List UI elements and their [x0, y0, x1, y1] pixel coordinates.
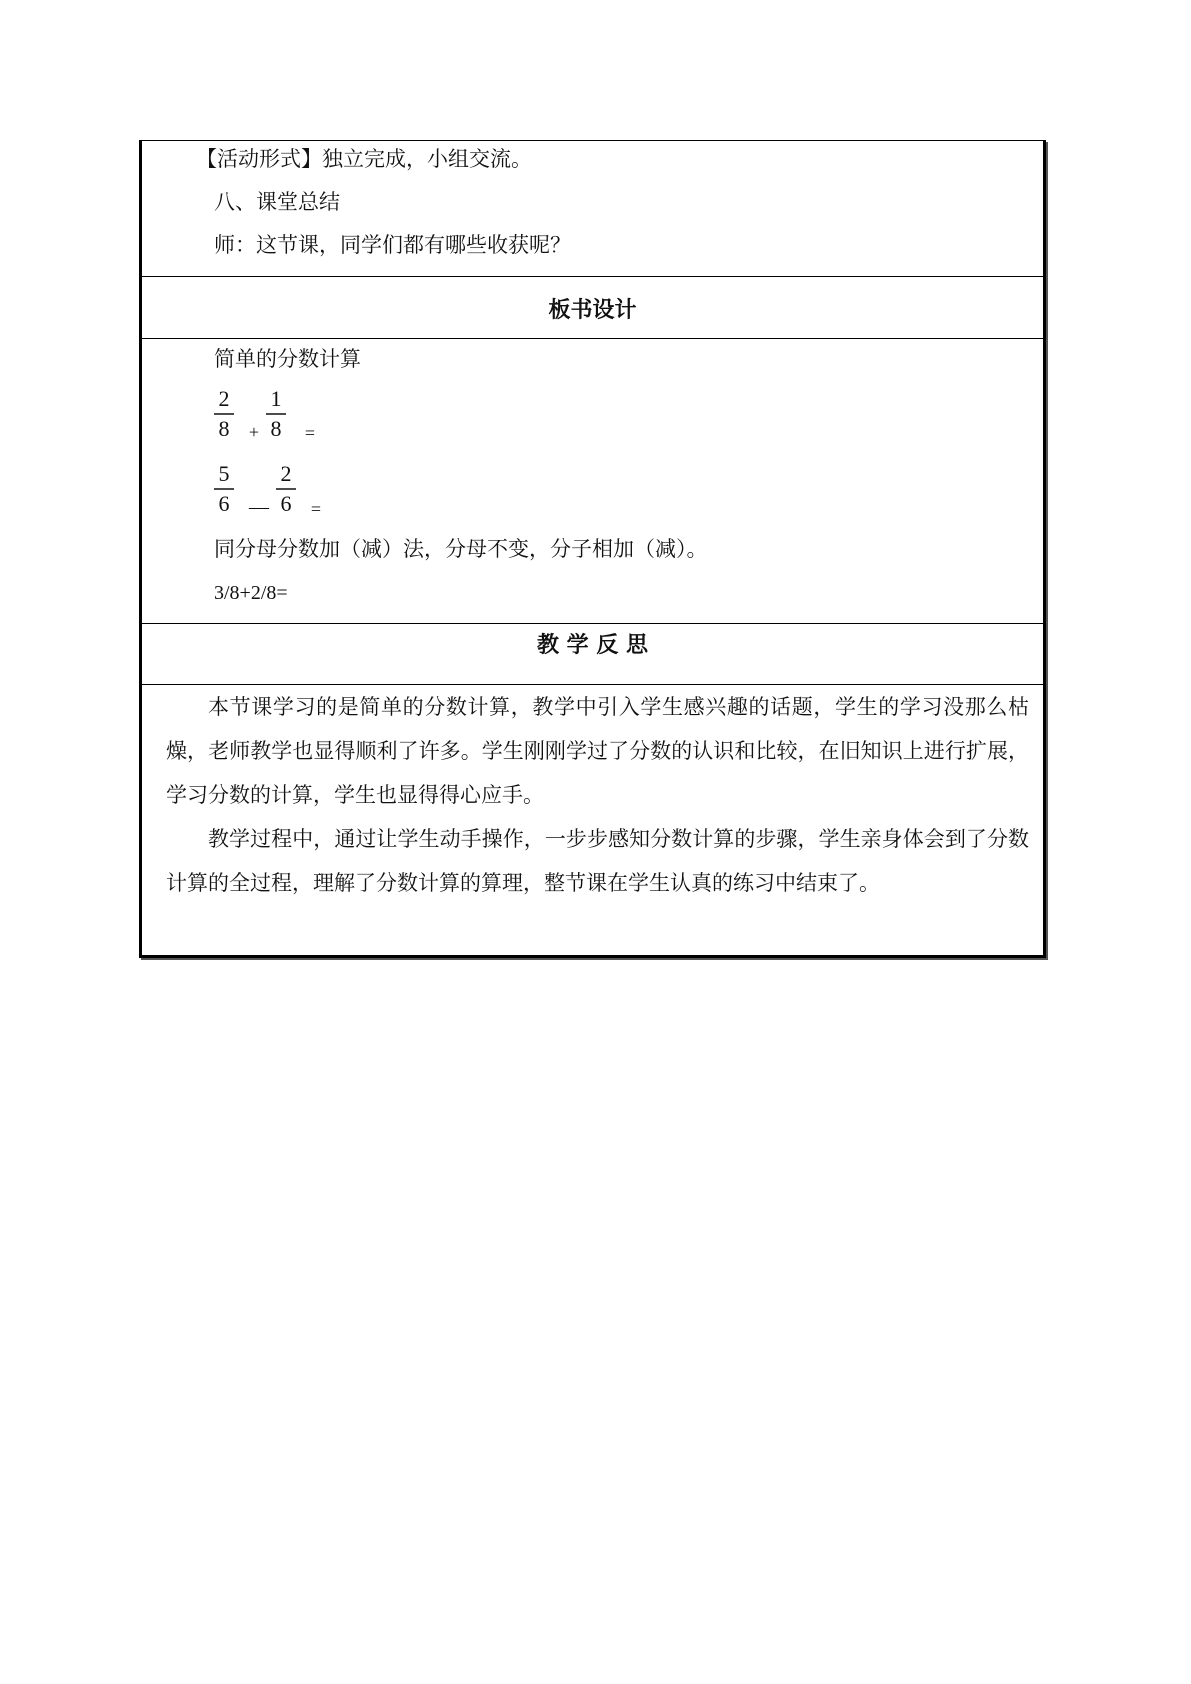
activity-format-line: 【活动形式】独立完成，小组交流。: [196, 147, 532, 171]
board-design-content-row: [142, 339, 1043, 624]
board-design-heading: 板书设计: [548, 298, 637, 323]
fraction4-numerator: 2: [280, 461, 292, 486]
fraction-subtraction-expression: [210, 460, 350, 522]
reflection-paragraph-2: 教学过程中，通过让学生动手操作，一步步感知分数计算的步骤，学生亲身体会到了分数计算的全过程，理解了分数计算的算理，整节课在学生认真的练习中结束了。: [166, 827, 1029, 895]
section-heading-summary: 八、课堂总结: [214, 190, 340, 214]
reflection-heading-row: [142, 624, 1043, 685]
summary-row: [142, 141, 1043, 277]
board-title: 简单的分数计算: [214, 347, 361, 371]
teacher-question-line: 师：这节课，同学们都有哪些收获呢？: [214, 233, 571, 257]
fraction-rule: 同分母分数加（减）法，分母不变，分子相加（减）。: [214, 537, 708, 561]
reflection-paragraph-1: 本节课学习的是简单的分数计算，教学中引入学生感兴趣的话题，学生的学习没那么枯燥，老师教学也显得顺利了许多。学生刚刚学过了分数的认识和比较，在旧知识上进行扩展，学习分数的计算，学生也显得得心应手。: [166, 695, 1029, 807]
fraction3-denominator: 6: [218, 491, 230, 516]
fraction1-denominator: 8: [218, 416, 230, 441]
board-design-heading-row: [142, 277, 1043, 339]
lesson-plan-table: [139, 140, 1046, 958]
equals-sign: =: [310, 499, 322, 519]
fraction4-denominator: 6: [280, 491, 292, 516]
minus-operator: —: [249, 496, 269, 518]
fraction2-numerator: 1: [270, 386, 282, 411]
equals-sign: =: [304, 423, 316, 443]
fraction1-numerator: 2: [218, 386, 230, 411]
practice-example: 3/8+2/8=: [214, 582, 288, 604]
fraction-addition-expression: [210, 385, 350, 447]
plus-operator: +: [248, 422, 260, 442]
reflection-heading: 教 学 反 思: [537, 633, 648, 658]
fraction3-numerator: 5: [218, 461, 230, 486]
reflection-content-row: [142, 685, 1043, 956]
fraction2-denominator: 8: [270, 416, 282, 441]
